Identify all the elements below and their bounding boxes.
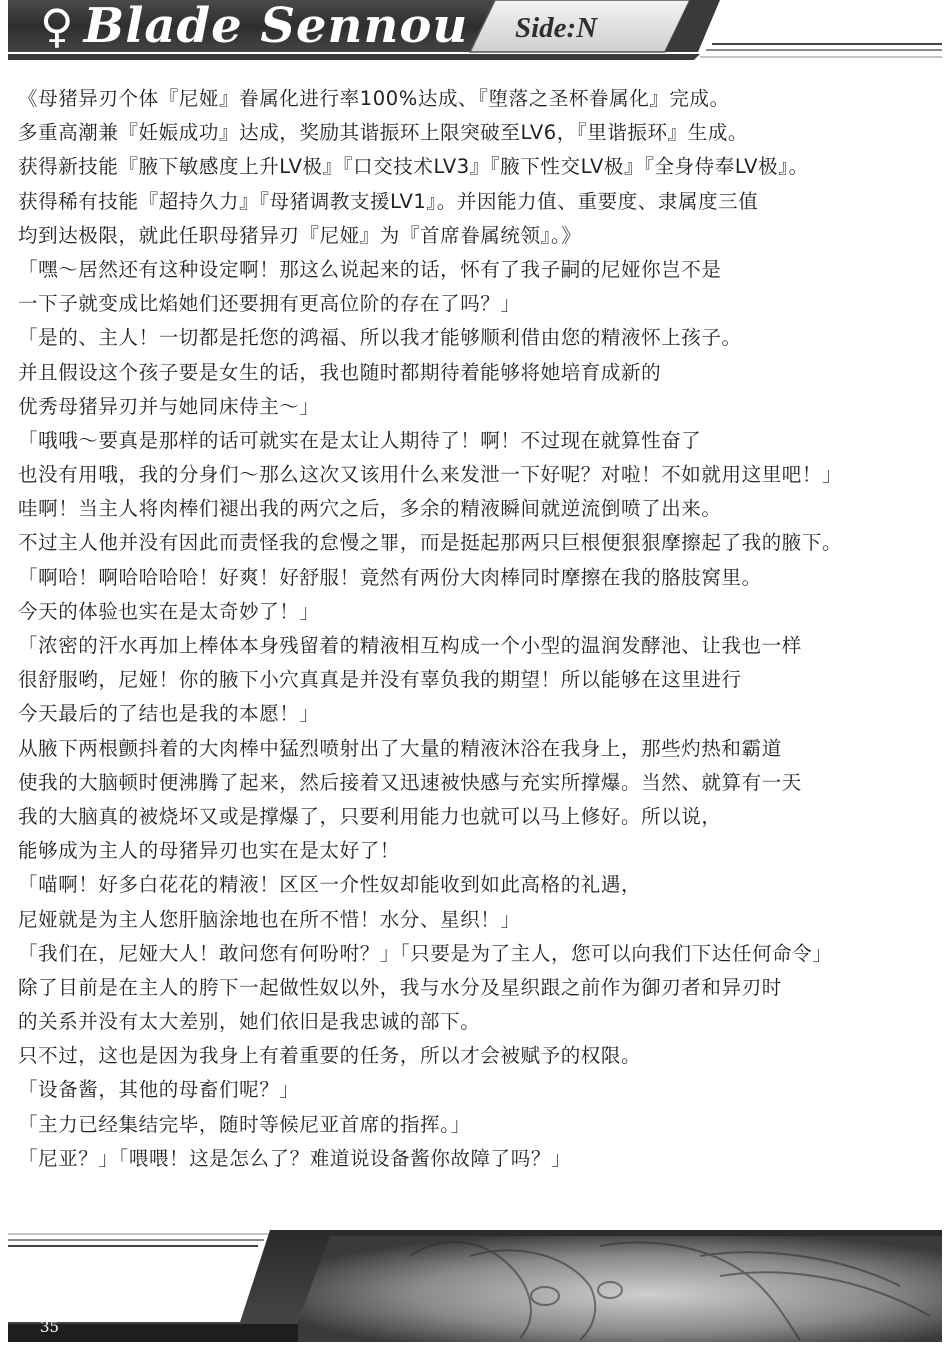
- text-line: 也没有用哦，我的分身们～那么这次又该用什么来发泄一下好呢？对啦！不如就用这里吧！」: [18, 463, 843, 487]
- text-line: 今天最后的了结也是我的本愿！」: [18, 702, 320, 726]
- text-line: 「哦哦～要真是那样的话可就实在是太让人期待了！啊！不过现在就算性奋了: [18, 428, 702, 452]
- text-line: 优秀母猪异刃并与她同床侍主～」: [18, 394, 320, 418]
- text-line: 除了目前是在主人的胯下一起做性奴以外，我与水分及星织跟之前作为御刃者和异刃时: [18, 975, 782, 999]
- text-line: 「尼亚？」「喂喂！这是怎么了？难道说设备酱你故障了吗？」: [18, 1146, 572, 1170]
- female-symbol-icon: ♀: [40, 0, 74, 53]
- text-line: 一下子就变成比焰她们还要拥有更高位阶的存在了吗？」: [18, 292, 521, 316]
- text-line: 获得稀有技能『超持久力』『母猪调教支援LV1』。并因能力值、重要度、隶属度三值: [18, 189, 759, 213]
- text-line: 「是的、主人！一切都是托您的鸿福、所以我才能够顺利借由您的精液怀上孩子。: [18, 326, 742, 350]
- text-line: 尼娅就是为主人您肝脑涂地也在所不惜！水分、星织！」: [18, 907, 521, 931]
- text-line: 《母猪异刃个体『尼娅』眷属化进行率100%达成、『堕落之圣杯眷属化』完成。: [18, 87, 730, 110]
- footer-graphic: [0, 1226, 950, 1342]
- text-line: 「嘿～居然还有这种设定啊！那这么说起来的话，怀有了我子嗣的尼娅你岂不是: [18, 257, 722, 281]
- text-line: 从腋下两根颤抖着的大肉棒中猛烈喷射出了大量的精液沐浴在我身上，那些灼热和霸道: [18, 736, 782, 760]
- text-line: 「主力已经集结完毕，随时等候尼亚首席的指挥。」: [18, 1112, 471, 1136]
- text-line: 哇啊！当主人将肉棒们褪出我的两穴之后，多余的精液瞬间就逆流倒喷了出来。: [18, 497, 722, 521]
- page-title: [40, 0, 468, 52]
- body-text: [18, 82, 938, 1176]
- illustration: [290, 1236, 942, 1342]
- text-line: 能够成为主人的母猪异刃也实在是太好了！: [18, 839, 400, 863]
- text-line: 多重高潮兼『妊娠成功』达成，奖励其谐振环上限突破至LV6，『里谐振环』生成。: [18, 121, 749, 145]
- text-line: 「设备酱，其他的母畜们呢？」: [18, 1078, 300, 1102]
- text-line: 「浓密的汗水再加上棒体本身残留着的精液相互构成一个小型的温润发酵池、让我也一样: [18, 634, 802, 657]
- text-line: 很舒服哟，尼娅！你的腋下小穴真真是并没有辜负我的期望！所以能够在这里进行: [18, 668, 742, 692]
- text-line: 的关系并没有太大差别，她们依旧是我忠诚的部下。: [18, 1010, 481, 1034]
- footer-banner: [0, 1226, 950, 1342]
- text-line: 我的大脑真的被烧坏又或是撑爆了，只要利用能力也就可以马上修好。所以说，: [18, 804, 722, 828]
- header-banner: [0, 0, 950, 70]
- text-line: 只不过，这也是因为我身上有着重要的任务，所以才会被赋予的权限。: [18, 1044, 642, 1068]
- text-line: 「啊哈！啊哈哈哈哈！好爽！好舒服！竟然有两份大肉棒同时摩擦在我的胳肢窝里。: [18, 565, 762, 589]
- page-number: 35: [40, 1318, 60, 1336]
- text-line: 使我的大脑顿时便沸腾了起来，然后接着又迅速被快感与充实所撑爆。当然、就算有一天: [18, 770, 802, 794]
- text-line: 今天的体验也实在是太奇妙了！」: [18, 599, 320, 623]
- text-line: 并且假设这个孩子要是女生的话，我也随时都期待着能够将她培育成新的: [18, 360, 662, 384]
- text-line: 不过主人他并没有因此而责怪我的怠慢之罪，而是挺起那两只巨根便狠狠摩擦起了我的腋下。: [18, 531, 843, 555]
- text-line: 获得新技能『腋下敏感度上升LV极』『口交技术LV3』『腋下性交LV极』『全身侍奉LV极』。: [18, 155, 809, 179]
- text-line: 「喵啊！好多白花花的精液！区区一介性奴却能收到如此高格的礼遇，: [18, 873, 642, 897]
- text-line: 「我们在，尼娅大人！敢问您有何吩咐？」「只要是为了主人，您可以向我们下达任何命令」: [18, 941, 833, 965]
- side-label: Side:N: [515, 12, 598, 44]
- title-text: Blade Sennou: [83, 0, 469, 54]
- text-line: 均到达极限，就此任职母猪异刃『尼娅』为『首席眷属统领』。》: [18, 223, 582, 247]
